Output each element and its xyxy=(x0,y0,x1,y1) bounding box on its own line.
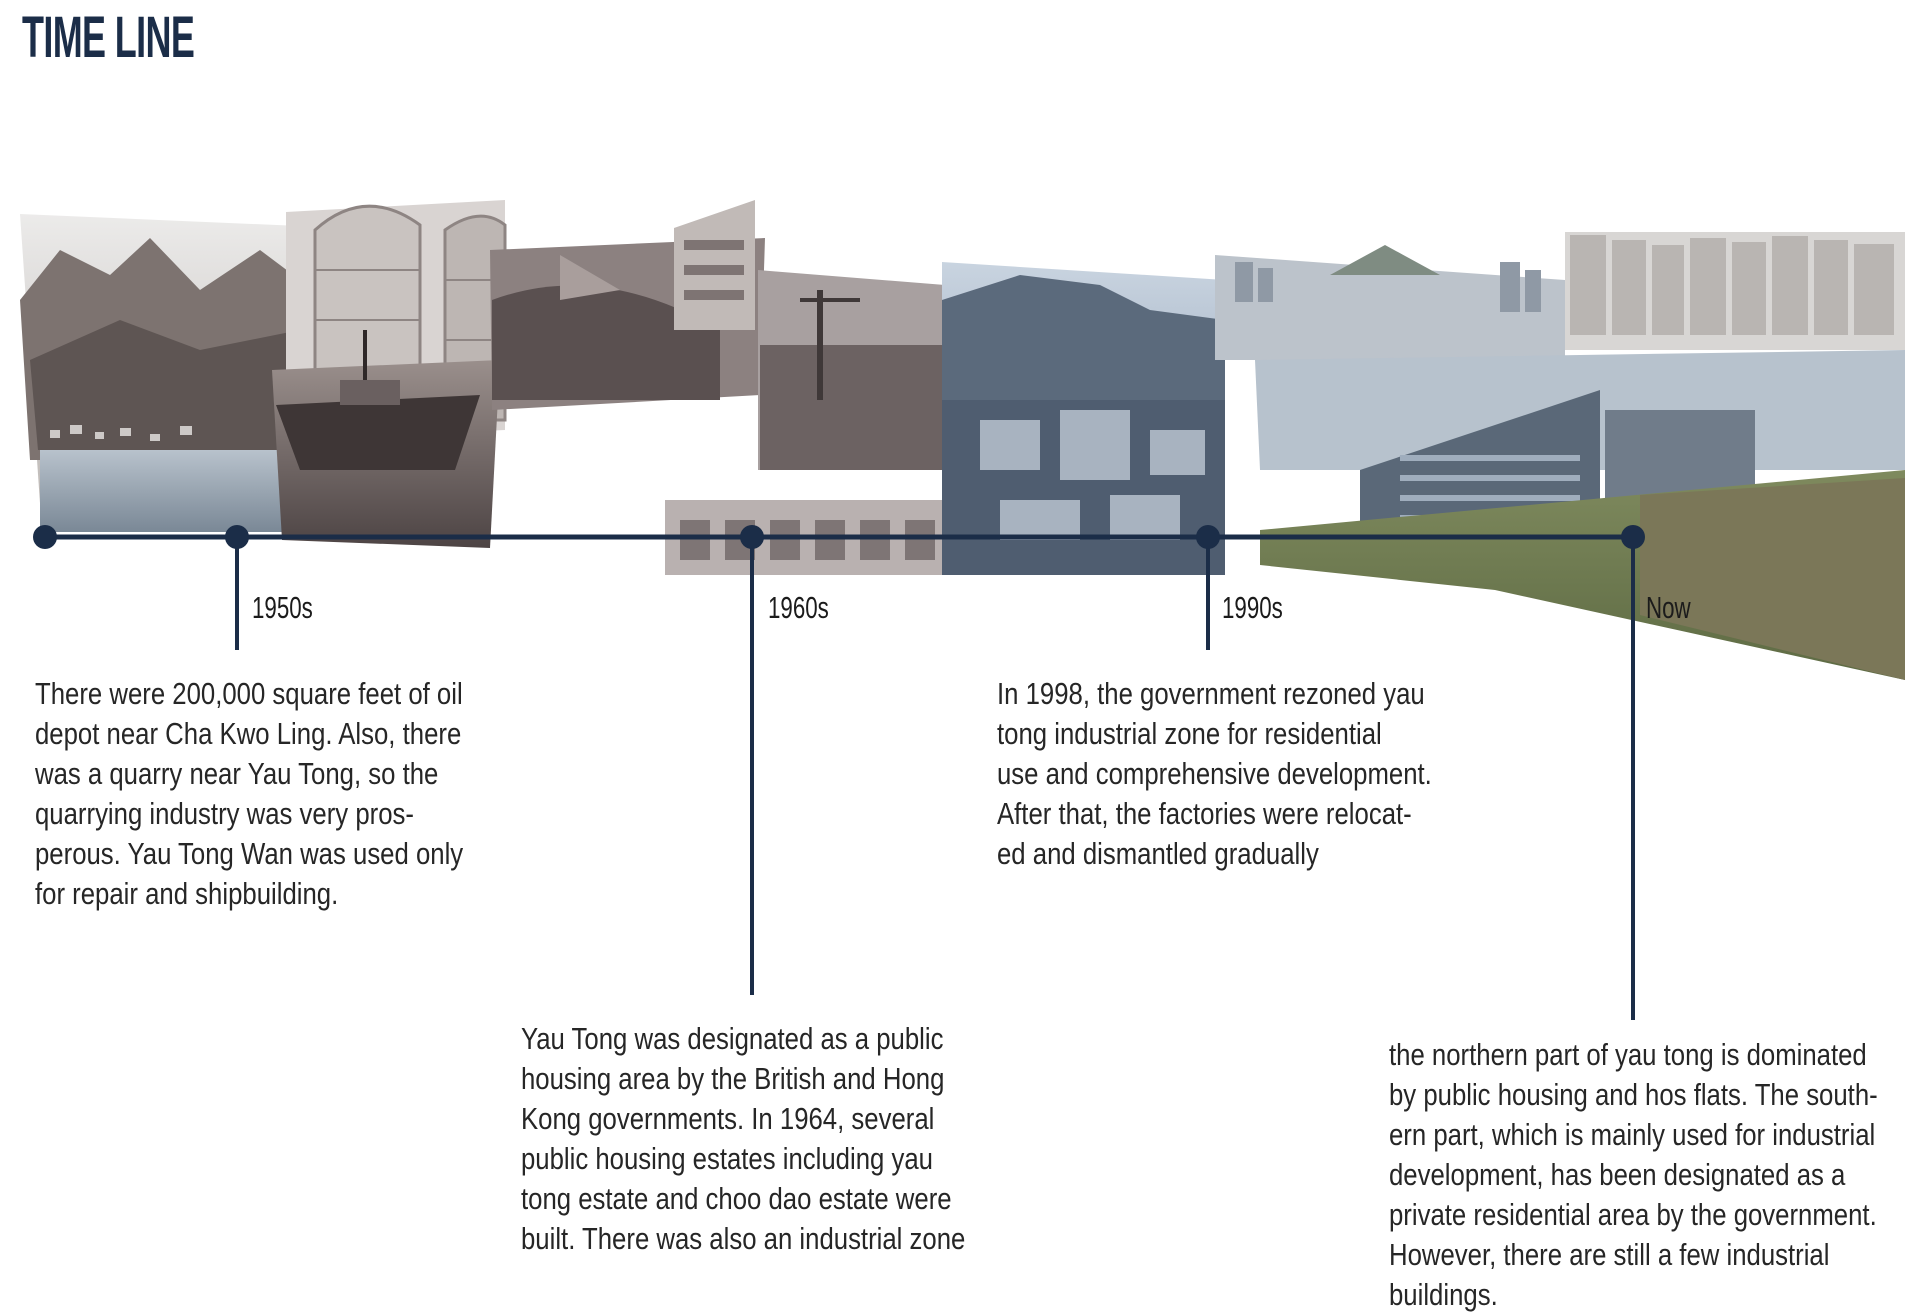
description-line: for repair and shipbuilding. xyxy=(35,876,339,911)
description-line: In 1998, the government rezoned yau xyxy=(997,676,1425,711)
aerial-industrial-photo xyxy=(942,262,1225,575)
description-line: private residential area by the government. xyxy=(1389,1197,1877,1232)
timeline-dot-1990s xyxy=(1196,525,1220,549)
description-line: housing area by the British and Hong xyxy=(521,1061,945,1096)
description-line: public housing estates including yau xyxy=(521,1141,933,1176)
skyline-photo xyxy=(1215,245,1565,360)
quarry-mountain-photo xyxy=(20,214,300,532)
description-line: by public housing and hos flats. The south- xyxy=(1389,1077,1878,1112)
era-label-1950s: 1950s xyxy=(252,590,313,625)
description-line: ed and dismantled gradually xyxy=(997,836,1319,871)
description-line: built. There was also an industrial zone xyxy=(521,1221,966,1256)
description-1950s xyxy=(35,674,463,914)
description-line: There were 200,000 square feet of oil xyxy=(35,676,463,711)
era-label-now: Now xyxy=(1646,590,1691,625)
description-1990s xyxy=(997,674,1432,874)
shipbuilding-photo xyxy=(490,200,765,410)
timeline-dot-1960s xyxy=(740,525,764,549)
description-now xyxy=(1389,1035,1878,1315)
vacant-field-photo xyxy=(1260,470,1905,680)
description-line: depot near Cha Kwo Ling. Also, there xyxy=(35,716,462,751)
description-line: the northern part of yau tong is dominated xyxy=(1389,1037,1867,1072)
description-line: However, there are still a few industrial xyxy=(1389,1237,1830,1272)
description-line: ern part, which is mainly used for industrial xyxy=(1389,1117,1876,1152)
era-label-1960s: 1960s xyxy=(768,590,829,625)
description-line: Kong governments. In 1964, several xyxy=(521,1101,935,1136)
description-line: was a quarry near Yau Tong, so the xyxy=(35,756,439,791)
description-line: After that, the factories were relocat- xyxy=(997,796,1412,831)
description-1960s xyxy=(521,1019,965,1259)
description-line: buildings. xyxy=(1389,1277,1498,1312)
timeline-dot-now xyxy=(1621,525,1645,549)
timeline-start-dot xyxy=(33,525,57,549)
description-line: quarrying industry was very pros- xyxy=(35,796,414,831)
page-title: TIME LINE xyxy=(22,5,195,70)
description-line: use and comprehensive development. xyxy=(997,756,1432,791)
era-label-1990s: 1990s xyxy=(1222,590,1283,625)
timeline-dot-1950s xyxy=(225,525,249,549)
description-line: development, has been designated as a xyxy=(1389,1157,1846,1192)
description-line: tong estate and choo dao estate were xyxy=(521,1181,952,1216)
description-line: perous. Yau Tong Wan was used only xyxy=(35,836,464,871)
description-line: tong industrial zone for residential xyxy=(997,716,1382,751)
description-line: Yau Tong was designated as a public xyxy=(521,1021,944,1056)
public-housing-photo xyxy=(1565,232,1905,350)
